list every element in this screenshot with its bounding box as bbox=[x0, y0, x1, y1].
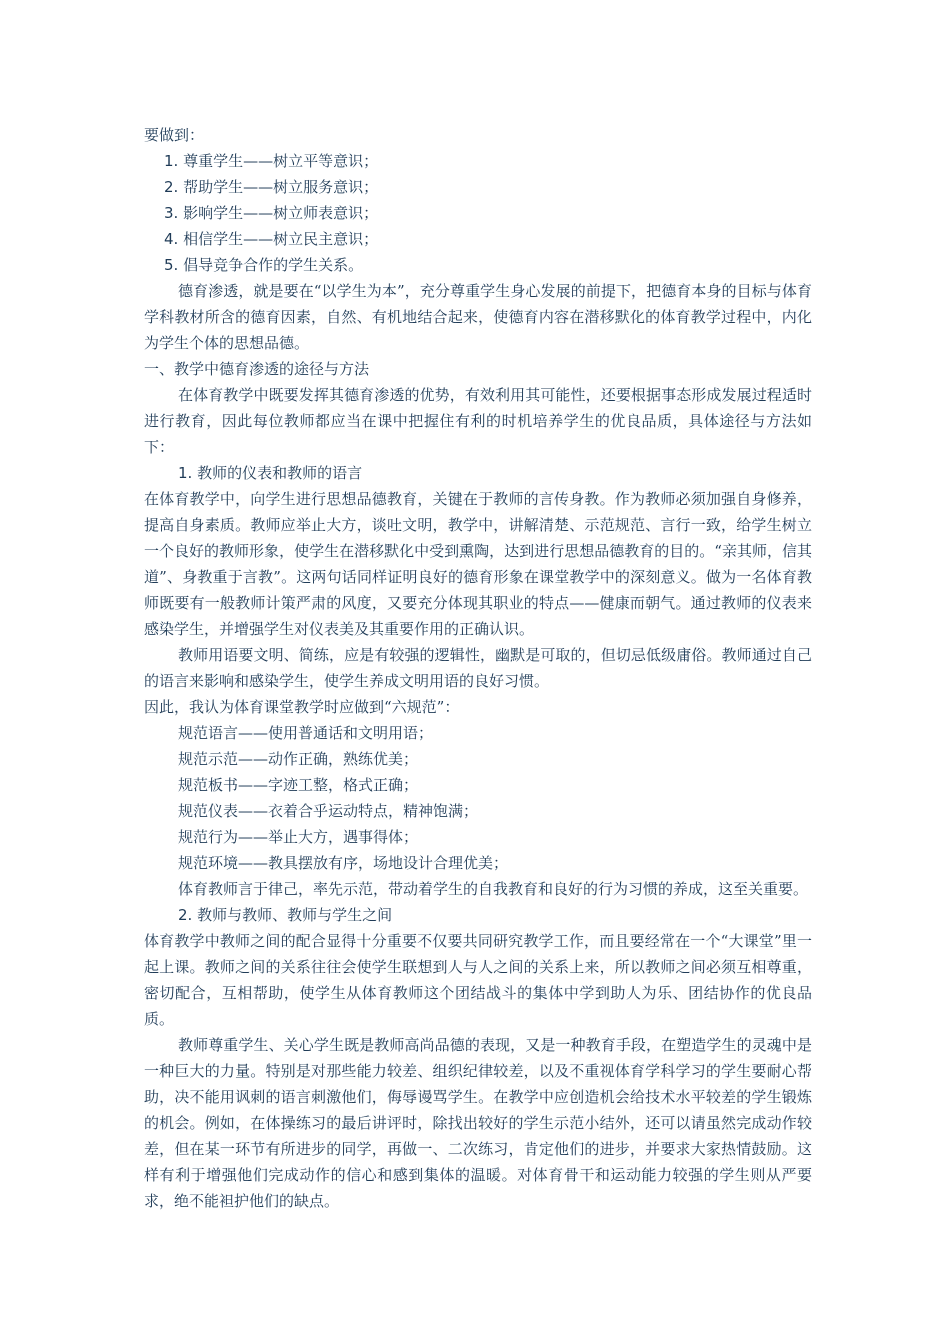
intro-text: 要做到： bbox=[144, 126, 205, 144]
norm-item: 规范环境——教具摆放有序，场地设计合理优美； bbox=[178, 854, 509, 872]
subheading-teacher-appearance bbox=[144, 460, 812, 486]
list-number: 2. bbox=[164, 178, 179, 196]
list-text: 影响学生——树立师表意识； bbox=[183, 204, 379, 222]
list-text: 帮助学生——树立服务意识； bbox=[183, 178, 379, 196]
paragraph-approach: 在体育教学中既要发挥其德育渗透的优势，有效利用其可能性，还要根据事态形成发展过程适时进行教育，因此每位教师都应当在课中把握住有利的时机培养学生的优良品质，具体途径与方法如下： bbox=[144, 386, 812, 456]
principle-list bbox=[144, 148, 812, 278]
norm-item: 规范示范——动作正确，熟练优美； bbox=[178, 750, 419, 768]
list-number: 1. bbox=[164, 152, 179, 170]
paragraph-respect-students: 教师尊重学生、关心学生既是教师高尚品德的表现，又是一种教育手段，在塑造学生的灵魂中是一种巨大的力量。特别是对那些能力较差、组织纪律较差，以及不重视体育学科学习的学生要耐心帮助，决不能用讽刺的语言刺激他们，侮辱谩骂学生。在教学中应创造机会给技术水平较差的学生锻炼的机会。例如，在体操练习的最后讲评时，除找出较好的学生示范小结外，还可以请虽然完成动作较差，但在某一环节有所进步的同学，再做一、二次练习，肯定他们的进步，并要求大家热情鼓励。这样有利于增强他们完成动作的信心和感到集体的温暖。对体育骨干和运动能力较强的学生则从严要求，绝不能袒护他们的缺点。 bbox=[144, 1036, 812, 1210]
paragraph-moral-definition: 德育渗透，就是要在“以学生为本”，充分尊重学生身心发展的前提下，把德育本身的目标与体育学科教材所含的德育因素，自然、有机地结合起来，使德育内容在潜移默化的体育教学过程中，内化为学生个体的思想品德。 bbox=[144, 282, 812, 352]
paragraph-self-discipline: 体育教师言于律己，率先示范，带动着学生的自我教育和良好的行为习惯的养成，这至关重要。 bbox=[178, 880, 809, 898]
paragraph-teacher-example: 在体育教学中，向学生进行思想品德教育，关键在于教师的言传身教。作为教师必须加强自身修养，提高自身素质。教师应举止大方，谈吐文明，教学中，讲解清楚、示范规范、言行一致，给学生树立一个良好的教师形象，使学生在潜移默化中受到熏陶，达到进行思想品德教育的目的。“亲其师，信其道”、身教重于言教”。这两句话同样证明良好的德育形象在课堂教学中的深刻意义。做为一名体育教师既要有一般教师计策严肃的风度，又要充分体现其职业的特点——健康而朝气。通过教师的仪表来感染学生，并增强学生对仪表美及其重要作用的正确认识。 bbox=[144, 490, 812, 638]
paragraph-teacher-cooperation: 体育教学中教师之间的配合显得十分重要不仅要共同研究教学工作，而且要经常在一个“大课堂”里一起上课。教师之间的关系往往会使学生联想到人与人之间的关系上来，所以教师之间必须互相尊重，密切配合，互相帮助，使学生从体育教师这个团结战斗的集体中学到助人为乐、团结协作的优良品质。 bbox=[144, 932, 812, 1028]
list-number: 3. bbox=[164, 204, 179, 222]
list-item bbox=[144, 174, 812, 200]
list-item bbox=[144, 252, 812, 278]
subheading-number: 2. bbox=[178, 906, 193, 924]
norm-item: 规范仪表——衣着合乎运动特点，精神饱满； bbox=[178, 802, 479, 820]
section-heading: 一、教学中德育渗透的途径与方法 bbox=[144, 360, 370, 378]
list-item bbox=[144, 148, 812, 174]
norm-item: 规范行为——举止大方，遇事得体； bbox=[178, 828, 419, 846]
norm-item: 规范语言——使用普通话和文明用语； bbox=[178, 724, 434, 742]
norms-list bbox=[144, 720, 812, 876]
subheading-text: 教师与教师、教师与学生之间 bbox=[197, 906, 393, 924]
list-text: 相信学生——树立民主意识； bbox=[183, 230, 379, 248]
list-item bbox=[144, 226, 812, 252]
subheading-text: 教师的仪表和教师的语言 bbox=[197, 464, 363, 482]
paragraph-teacher-language: 教师用语要文明、简练，应是有较强的逻辑性，幽默是可取的，但切忌低级庸俗。教师通过自己的语言来影响和感染学生，使学生养成文明用语的良好习惯。 bbox=[144, 646, 812, 690]
list-text: 尊重学生——树立平等意识； bbox=[183, 152, 379, 170]
list-item bbox=[144, 200, 812, 226]
list-number: 5. bbox=[164, 256, 179, 274]
list-number: 4. bbox=[164, 230, 179, 248]
list-text: 倡导竞争合作的学生关系。 bbox=[183, 256, 364, 274]
norm-item: 规范板书——字迹工整，格式正确； bbox=[178, 776, 419, 794]
paragraph-six-norms-intro: 因此，我认为体育课堂教学时应做到“六规范”： bbox=[144, 698, 460, 716]
subheading-number: 1. bbox=[178, 464, 193, 482]
document-page bbox=[144, 122, 812, 1214]
subheading-teacher-relations bbox=[144, 902, 812, 928]
